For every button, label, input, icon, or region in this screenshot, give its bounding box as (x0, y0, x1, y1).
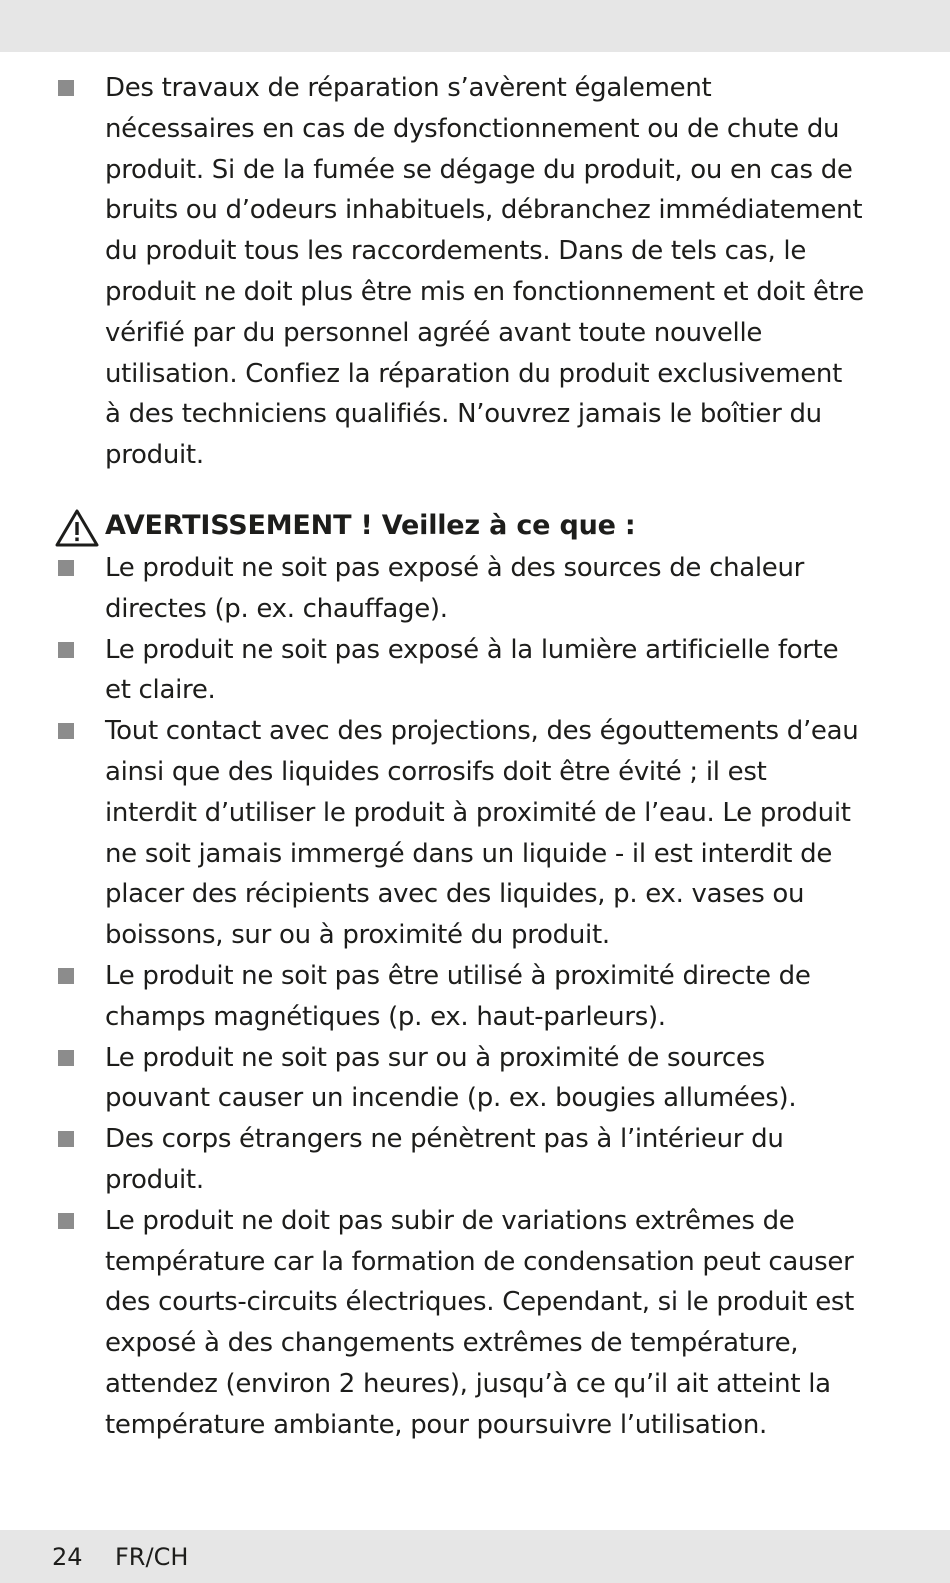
list-item (0, 711, 865, 956)
list-item (0, 68, 865, 476)
warning-triangle-icon (54, 508, 100, 548)
square-bullet-icon (58, 1131, 74, 1147)
list-item-text: Le produit ne doit pas subir de variations extrêmes de température car la formation de condensation peut causer des courts-circuits électriques. Cependant, si le produit est exposé à des changements extrêmes de température, attendez (environ 2 heures), jusqu’à ce qu’il ait atteint la température ambiante, pour poursuivre l’utilisation. (105, 1205, 855, 1440)
square-bullet-icon (58, 560, 74, 576)
warning-heading-text: AVERTISSEMENT ! Veillez à ce que : (105, 509, 636, 541)
square-bullet-icon (58, 1213, 74, 1229)
list-item-text: Le produit ne soit pas exposé à la lumière artificielle forte et claire. (105, 634, 839, 706)
list-item (0, 956, 865, 1038)
square-bullet-icon (58, 80, 74, 96)
header-bar (0, 0, 950, 52)
list-item-text: Tout contact avec des projections, des égouttements d’eau ainsi que des liquides corrosifs doit être évité ; il est interdit d’utiliser le produit à proximité de l’eau. Le produit ne soit jamais immergé dans un liquide - il est interdit de placer des récipients avec des liquides, p. ex. vases ou boissons, sur ou à proximité du produit. (105, 716, 859, 951)
list-item (0, 548, 865, 630)
square-bullet-icon (58, 723, 74, 739)
page-content (0, 68, 950, 1446)
list-item (0, 1038, 865, 1120)
warning-heading (0, 504, 950, 548)
square-bullet-icon (58, 642, 74, 658)
list-item-text: Le produit ne soit pas être utilisé à proximité directe de champs magnétiques (p. ex. haut-parleurs). (105, 960, 811, 1032)
list-item (0, 630, 865, 712)
square-bullet-icon (58, 968, 74, 984)
list-item (0, 1201, 865, 1446)
square-bullet-icon (58, 1050, 74, 1066)
list-item-text: Des corps étrangers ne pénètrent pas à l’intérieur du produit. (105, 1124, 784, 1195)
page-number: 24 (52, 1543, 83, 1571)
list-item-text: Le produit ne soit pas sur ou à proximité de sources pouvant causer un incendie (p. ex. bougies allumées). (105, 1042, 797, 1114)
list-item-text: Des travaux de réparation s’avèrent également nécessaires en cas de dysfonctionnement ou de chute du produit. Si de la fumée se dégage du produit, ou en cas de bruits ou d’odeurs inhabituels, débranchez immédiatement du produit tous les raccordements. Dans de tels cas, le produit ne doit plus être mis en fonctionnement et doit être vérifié par du personnel agréé avant toute nouvelle utilisation. Confiez la réparation du produit exclusivement à des techniciens qualifiés. N’ouvrez jamais le boîtier du produit. (105, 73, 864, 471)
list-item (0, 1119, 865, 1201)
list-item-text: Le produit ne soit pas exposé à des sources de chaleur directes (p. ex. chauffage). (105, 552, 805, 624)
language-code: FR/CH (115, 1543, 189, 1571)
